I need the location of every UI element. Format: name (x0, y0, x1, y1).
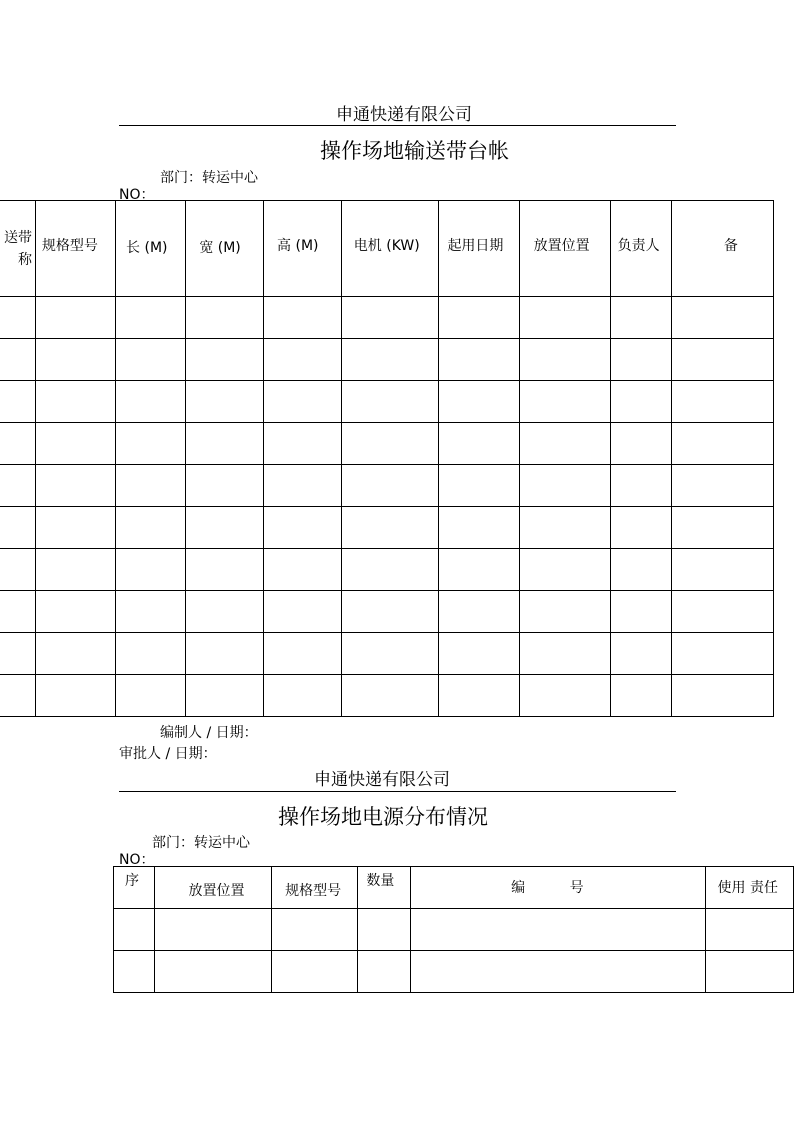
table-cell[interactable] (671, 381, 773, 423)
table-cell[interactable] (264, 507, 342, 549)
table-cell[interactable] (519, 633, 610, 675)
table-cell[interactable] (116, 549, 186, 591)
table-cell[interactable] (671, 297, 773, 339)
table-cell[interactable] (671, 633, 773, 675)
table-row (0, 423, 774, 465)
table-cell[interactable] (610, 381, 671, 423)
table-row (114, 909, 794, 951)
table-cell[interactable] (341, 339, 439, 381)
table-cell[interactable] (0, 381, 35, 423)
column-header-label: 规格型号 (285, 882, 342, 899)
table-cell[interactable] (439, 507, 519, 549)
table-cell[interactable] (671, 465, 773, 507)
table-row (0, 507, 774, 549)
table-row (0, 549, 774, 591)
table-cell[interactable] (610, 591, 671, 633)
table-cell[interactable] (186, 633, 264, 675)
table-cell[interactable] (0, 675, 35, 717)
table-cell[interactable] (610, 549, 671, 591)
table-cell[interactable] (35, 591, 115, 633)
column-header (35, 201, 115, 297)
table-cell[interactable] (519, 549, 610, 591)
table-cell[interactable] (671, 549, 773, 591)
table-cell[interactable] (35, 675, 115, 717)
table-cell[interactable] (610, 423, 671, 465)
table-cell[interactable] (186, 339, 264, 381)
table-cell[interactable] (519, 423, 610, 465)
department-label: 部门：转运中心 (160, 170, 258, 186)
column-header (519, 201, 610, 297)
table-cell[interactable] (0, 297, 35, 339)
column-header-label: 数量 (366, 872, 395, 889)
table-cell[interactable] (35, 381, 115, 423)
table-cell[interactable] (358, 951, 411, 993)
table-cell[interactable] (610, 633, 671, 675)
table-cell[interactable] (519, 381, 610, 423)
company-name-2: 申通快递有限公司 (314, 770, 450, 790)
table-cell[interactable] (439, 339, 519, 381)
table-cell[interactable] (116, 633, 186, 675)
table-cell[interactable] (610, 339, 671, 381)
table-cell[interactable] (155, 909, 272, 951)
table-cell[interactable] (264, 297, 342, 339)
table-cell[interactable] (35, 633, 115, 675)
table-cell[interactable] (116, 675, 186, 717)
table-cell[interactable] (610, 465, 671, 507)
table-cell[interactable] (264, 339, 342, 381)
column-header (671, 201, 773, 297)
table-cell[interactable] (671, 339, 773, 381)
column-header-label: 编 号 (511, 879, 584, 896)
column-header (439, 201, 519, 297)
table-header-row (114, 867, 794, 909)
table-cell[interactable] (439, 381, 519, 423)
column-header-label: 使用 责任 (717, 879, 778, 896)
table-cell[interactable] (671, 423, 773, 465)
table-cell[interactable] (116, 465, 186, 507)
table-cell[interactable] (272, 909, 358, 951)
department-label-2: 部门：转运中心 (152, 835, 250, 851)
column-header (341, 201, 439, 297)
table-cell[interactable] (341, 297, 439, 339)
table-cell[interactable] (705, 951, 794, 993)
column-header-label: 放置位置 (533, 237, 590, 254)
table-cell[interactable] (0, 633, 35, 675)
table-header-row (0, 201, 774, 297)
table-cell[interactable] (671, 591, 773, 633)
column-header-label: 备 (723, 237, 738, 254)
table-row (0, 465, 774, 507)
column-header-label: 送带 称 (4, 229, 32, 268)
column-header-label: 序 (125, 872, 139, 889)
table-cell[interactable] (116, 591, 186, 633)
column-header (114, 867, 155, 909)
table-cell[interactable] (35, 297, 115, 339)
table-cell[interactable] (272, 951, 358, 993)
table-cell[interactable] (155, 951, 272, 993)
table-cell[interactable] (439, 423, 519, 465)
table-cell[interactable] (519, 297, 610, 339)
table-cell[interactable] (116, 297, 186, 339)
preparer-date-label: 编制人 / 日期： (160, 725, 258, 741)
table-cell[interactable] (705, 909, 794, 951)
table-cell[interactable] (0, 591, 35, 633)
table-body (0, 297, 774, 717)
table-cell[interactable] (341, 633, 439, 675)
approver-date-label: 审批人 / 日期： (119, 746, 217, 762)
table-cell[interactable] (439, 675, 519, 717)
table-cell[interactable] (264, 381, 342, 423)
table-cell[interactable] (0, 423, 35, 465)
table-cell[interactable] (519, 591, 610, 633)
table-cell[interactable] (116, 381, 186, 423)
column-header (264, 201, 342, 297)
table-row (0, 381, 774, 423)
table-cell[interactable] (341, 591, 439, 633)
table-cell[interactable] (186, 465, 264, 507)
column-header-label: 电机 (KW) (353, 237, 420, 254)
column-header-label: 规格型号 (41, 237, 98, 254)
table-row (0, 633, 774, 675)
table-body (114, 909, 794, 993)
table-cell[interactable] (671, 507, 773, 549)
table-cell[interactable] (671, 675, 773, 717)
column-header-label: 放置位置 (188, 882, 245, 899)
table-cell[interactable] (341, 423, 439, 465)
table-cell[interactable] (264, 591, 342, 633)
conveyor-ledger-table (0, 200, 774, 717)
table-cell[interactable] (35, 549, 115, 591)
number-label-2: NO： (119, 852, 155, 868)
column-header-label: 高 (M) (277, 237, 319, 254)
table-cell[interactable] (186, 591, 264, 633)
table-cell[interactable] (186, 381, 264, 423)
column-header (705, 867, 794, 909)
table-cell[interactable] (264, 549, 342, 591)
document-title: 操作场地输送带台帐 (320, 139, 509, 163)
column-header (272, 867, 358, 909)
table-cell[interactable] (35, 339, 115, 381)
table-cell[interactable] (610, 297, 671, 339)
table-cell[interactable] (0, 465, 35, 507)
table-cell[interactable] (519, 339, 610, 381)
table-cell[interactable] (439, 297, 519, 339)
table-cell[interactable] (0, 339, 35, 381)
table-row (0, 297, 774, 339)
document-title-2: 操作场地电源分布情况 (278, 805, 488, 829)
number-label: NO： (119, 187, 155, 203)
column-header (0, 201, 35, 297)
company-name: 申通快递有限公司 (336, 105, 472, 125)
column-header (186, 201, 264, 297)
column-header-label: 宽 (M) (199, 239, 241, 256)
column-header (116, 201, 186, 297)
table-cell[interactable] (186, 297, 264, 339)
table-cell[interactable] (35, 507, 115, 549)
table-cell[interactable] (186, 423, 264, 465)
table-row (0, 675, 774, 717)
column-header (610, 201, 671, 297)
table-cell[interactable] (519, 465, 610, 507)
table-cell[interactable] (116, 507, 186, 549)
table-cell[interactable] (0, 549, 35, 591)
column-header-label: 负责人 (617, 237, 660, 254)
header-rule-2 (119, 791, 676, 792)
table-row (114, 951, 794, 993)
table-cell[interactable] (341, 675, 439, 717)
table-cell[interactable] (114, 951, 155, 993)
table-row (0, 339, 774, 381)
table-cell[interactable] (116, 423, 186, 465)
table-cell[interactable] (264, 633, 342, 675)
table-row (0, 591, 774, 633)
table-cell[interactable] (186, 507, 264, 549)
table-cell[interactable] (439, 633, 519, 675)
table-cell[interactable] (411, 909, 705, 951)
header-rule (119, 125, 676, 126)
table-cell[interactable] (358, 909, 411, 951)
table-cell[interactable] (0, 507, 35, 549)
table-cell[interactable] (35, 465, 115, 507)
table-cell[interactable] (341, 381, 439, 423)
table-cell[interactable] (186, 549, 264, 591)
column-header (411, 867, 705, 909)
table-cell[interactable] (116, 339, 186, 381)
table-cell[interactable] (264, 675, 342, 717)
column-header-label: 起用日期 (447, 237, 504, 254)
table-cell[interactable] (519, 507, 610, 549)
table-cell[interactable] (186, 675, 264, 717)
table-cell[interactable] (341, 549, 439, 591)
table-cell[interactable] (439, 591, 519, 633)
table-cell[interactable] (35, 423, 115, 465)
table-cell[interactable] (264, 465, 342, 507)
table-cell[interactable] (411, 951, 705, 993)
table-cell[interactable] (341, 507, 439, 549)
power-distribution-table (113, 866, 794, 993)
table-cell[interactable] (610, 675, 671, 717)
table-cell[interactable] (610, 507, 671, 549)
column-header (155, 867, 272, 909)
table-cell[interactable] (439, 549, 519, 591)
table-cell[interactable] (341, 465, 439, 507)
table-cell[interactable] (519, 675, 610, 717)
table-cell[interactable] (439, 465, 519, 507)
column-header-label: 长 (M) (126, 239, 168, 256)
column-header (358, 867, 411, 909)
table-cell[interactable] (114, 909, 155, 951)
table-cell[interactable] (264, 423, 342, 465)
